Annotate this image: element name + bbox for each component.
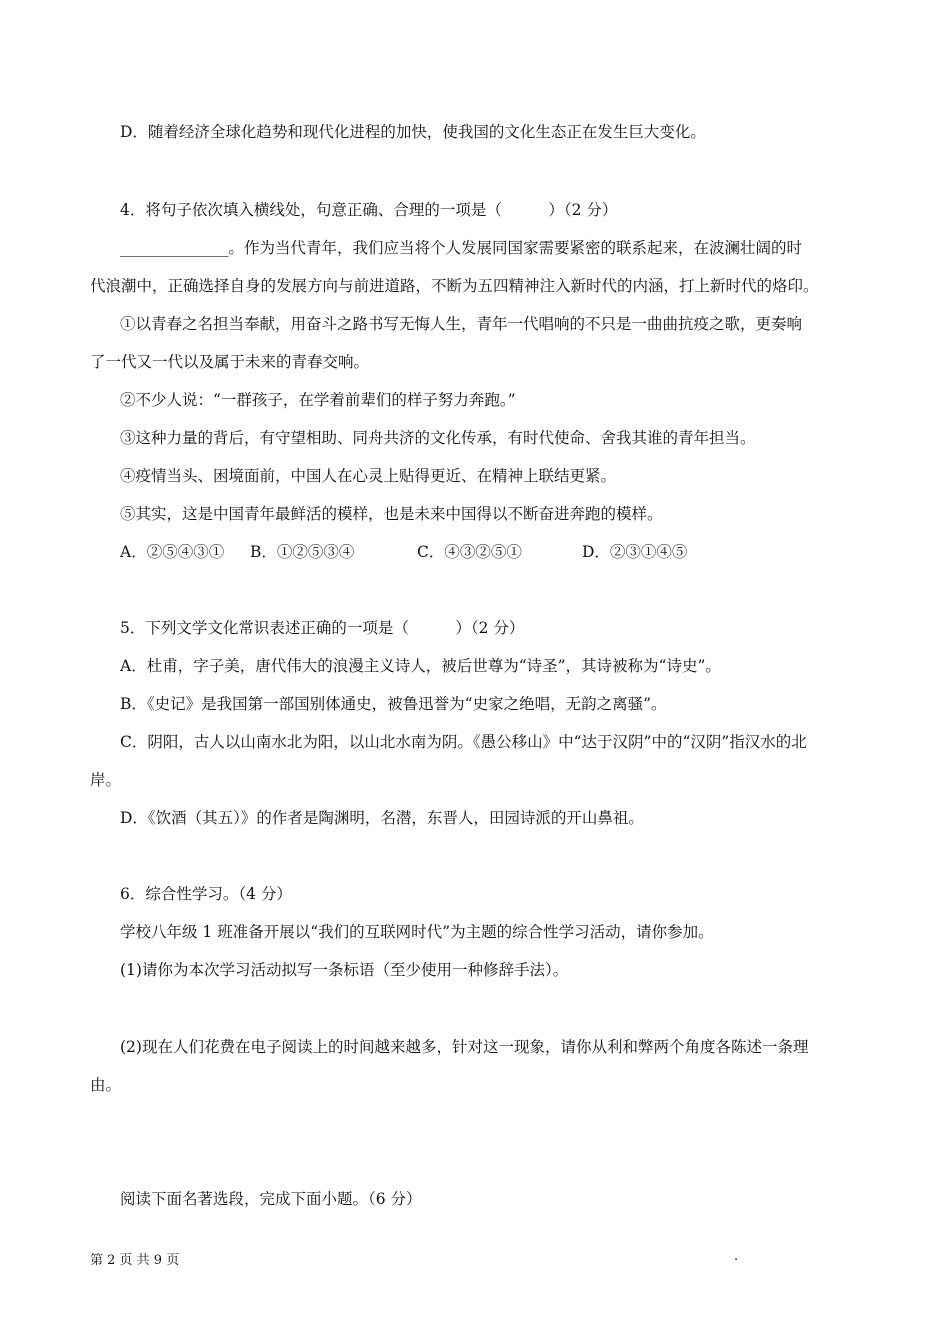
q5-option-a: A．杜甫，字子美，唐代伟大的浪漫主义诗人，被后世尊为“诗圣”，其诗被称为“诗史”。 [120,657,721,675]
q5-option-d: D．《饮酒（其五）》的作者是陶渊明，名潜，东晋人，田园诗派的开山鼻祖。 [120,809,644,827]
q4-sentence-4: ④疫情当头、困境面前，中国人在心灵上贴得更近、在精神上联结更紧。 [120,467,617,485]
q4-option-c: C．④③②⑤① [417,543,522,561]
q3-option-d: D．随着经济全球化趋势和现代化进程的加快，使我国的文化生态正在发生巨大变化。 [120,123,706,141]
q4-option-b: B．①②⑤③④ [250,543,355,561]
q4-sentence-5: ⑤其实，这是中国青年最鲜活的模样，也是未来中国得以不断奋进奔跑的模样。 [120,505,663,523]
q4-stem: 4．将句子依次填入横线处，句意正确、合理的一项是（ ）（2 分） [120,201,618,219]
q4-option-a: A．②⑤④③① [120,543,225,561]
q6-stem: 6．综合性学习。（4 分） [120,885,292,903]
q5-option-c-line2: 岸。 [90,771,122,789]
q5-option-b: B．《史记》是我国第一部国别体通史，被鲁迅誉为“史家之绝唱，无韵之离骚”。 [120,695,667,713]
q4-sentence-1-line1: ①以青春之名担当奉献，用奋斗之路书写无悔人生，青年一代唱响的不只是一曲曲抗疫之歌，更奏响 [120,315,803,333]
q6-sub1: (1)请你为本次学习活动拟写一条标语（至少使用一种修辞手法）。 [120,961,569,979]
q4-sentence-1-line2: 了一代又一代以及属于未来的青春交响。 [90,353,370,371]
q6-sub2-line1: (2)现在人们花费在电子阅读上的时间越来越多，针对这一现象，请你从利和弊两个角度各陈述一条理 [120,1038,809,1056]
footer-dot: . [734,1249,739,1264]
q4-sentence-3: ③这种力量的背后，有守望相助、同舟共济的文化传承，有时代使命、舍我其谁的青年担当。 [120,429,756,447]
q4-passage-line2: 代浪潮中，正确选择自身的发展方向与前进道路，不断为五四精神注入新时代的内涵，打上新时代的烙印。 [90,277,819,295]
q4-sentence-2: ②不少人说：“一群孩子，在学着前辈们的样子努力奔跑。” [120,391,516,409]
q6-sub2-line2: 由。 [90,1076,122,1094]
q5-option-c-line1: C．阴阳，古人以山南水北为阳，以山北水南为阴。《愚公移山》中“达于汉阴”中的“汉阴”指汉水的北 [120,733,807,751]
q4-option-d: D．②③①④⑤ [582,543,688,561]
q4-passage-line1: ______________。作为当代青年，我们应当将个人发展同国家需要紧密的联系起来，在波澜壮阔的时 [120,239,803,257]
reading-intro: 阅读下面名著选段，完成下面小题。（6 分） [120,1190,422,1208]
page-number-footer: 第 2 页 共 9 页 [90,1253,180,1268]
q6-intro: 学校八年级 1 班准备开展以“我们的互联网时代”为主题的综合性学习活动，请你参加。 [120,923,714,941]
q5-stem: 5．下列文学文化常识表述正确的一项是（ ）（2 分） [120,619,525,637]
